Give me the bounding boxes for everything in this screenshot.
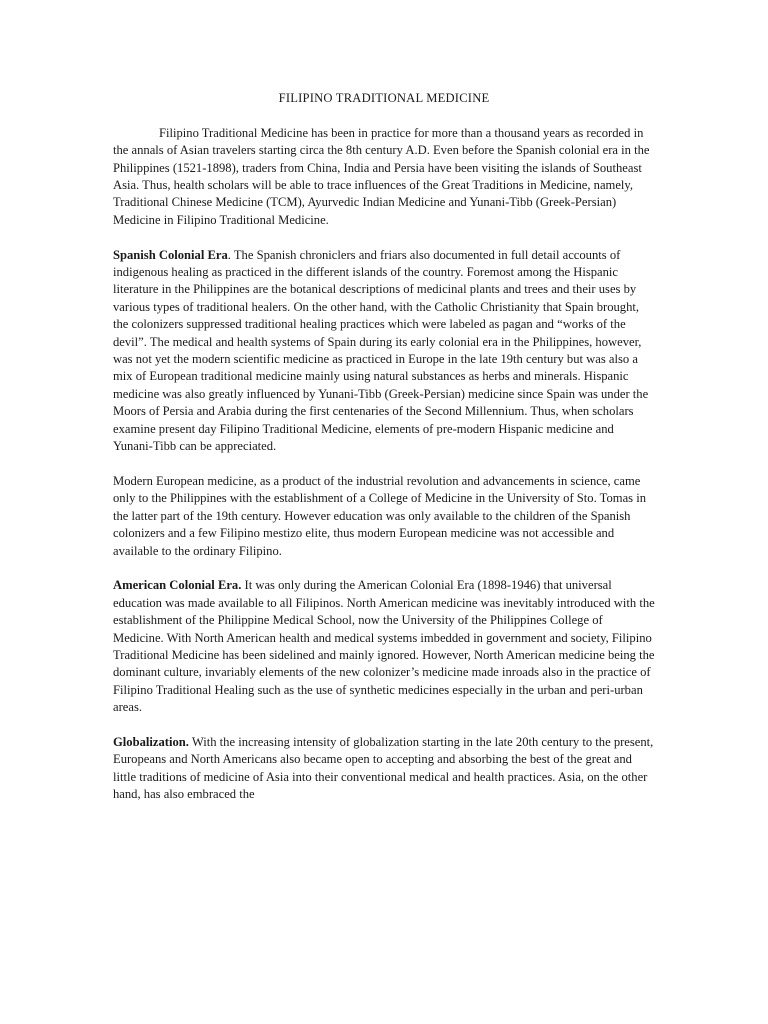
modern-medicine-paragraph: Modern European medicine, as a product of the industrial revolution and advancements in science, came only to the Philippines with the establishment of a College of Medicine in the University of Sto. Tomas in the latter part of the 19th century. However education was only available to the children of the Spanish colonizers and a few Filipino mestizo elite, thus modern European medicine was not accessible and available to the ordinary Filipino.	[113, 473, 647, 558]
spanish-era-heading: Spanish Colonial Era	[113, 247, 228, 262]
intro-paragraph: Filipino Traditional Medicine has been in practice for more than a thousand years as recorded in the annals of Asian travelers starting circa the 8th century A.D. Even before the Spanish colonial era in the Philippines (1521-1898), traders from China, India and Persia have been visiting the islands of Southeast Asia. Thus, health scholars will be able to trace influences of the Great Traditions in Medicine, namely, Traditional Chinese Medicine (TCM), Ayurvedic Indian Medicine and Yunani-Tibb (Greek-Persian) Medicine in Filipino Traditional Medicine.	[113, 125, 650, 227]
globalization-paragraph	[113, 734, 655, 804]
document-title: FILIPINO TRADITIONAL MEDICINE	[278, 91, 490, 105]
spanish-era-text: . The Spanish chroniclers and friars also documented in full detail accounts of indigenous healing as practiced in the different islands of the country. Foremost among the Hispanic literature in the Philippines are the botanical descriptions of medicinal plants and trees and their uses by various types of traditional healers. On the other hand, with the Catholic Christianity that Spain brought, the colonizers suppressed traditional healing practices which were labeled as pagan and “works of the devil”. The medical and health systems of Spain during its early colonial era in the Philippines, however, was not yet the modern scientific medicine as practiced in Europe in the late 19th century but was also a mix of European traditional medicine mainly using natural substances as herbs and minerals. Hispanic medicine was also greatly influenced by Yunani-Tibb (Greek-Persian) medicine since Spain was under the Moors of Persia and Arabia during the first centenaries of the Second Millennium. Thus, when scholars examine present day Filipino Traditional Medicine, elements of pre-modern Hispanic medicine and Yunani-Tibb can be appreciated.	[113, 247, 649, 454]
globalization-heading: Globalization.	[113, 734, 189, 749]
american-era-text: It was only during the American Colonial Era (1898-1946) that universal education was made available to all Filipinos. North American medicine was inevitably introduced with the establishment of the Philippine Medical School, now the University of the Philippines College of Medicine. With North American health and medical systems imbedded in government and society, Filipino Traditional Medicine has been sidelined and mainly ignored. However, North American medicine being the dominant culture, invariably elements of the new colonizer’s medicine made inroads also in the practice of Filipino Traditional Healing such as the use of synthetic medicines especially in the urban and peri-urban areas.	[113, 578, 655, 715]
globalization-text: With the increasing intensity of globalization starting in the late 20th century to the present, Europeans and North Americans also became open to accepting and absorbing the best of the great and little traditions of medicine of Asia into their conventional medical and health practices. Asia, on the other hand, has also embraced the	[113, 734, 654, 802]
american-era-heading: American Colonial Era.	[113, 578, 242, 593]
american-era-paragraph	[113, 577, 655, 716]
document-body	[113, 90, 655, 821]
spanish-era-paragraph	[113, 247, 655, 456]
